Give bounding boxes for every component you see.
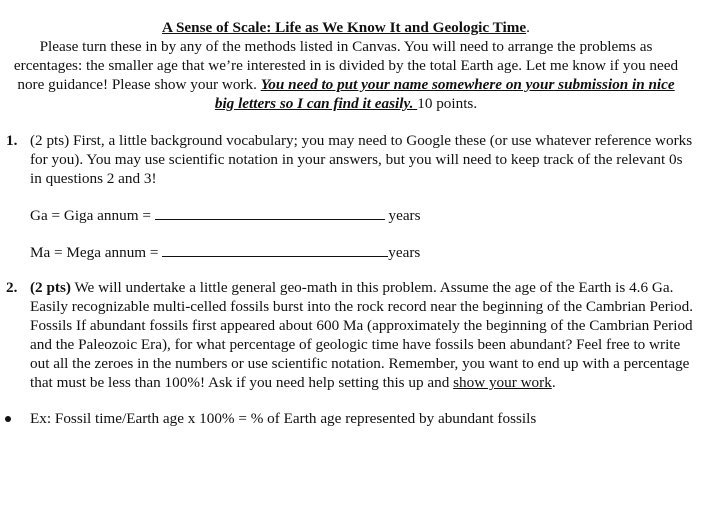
- intro-line-3-prefix: nore guidance! Please show your work.: [17, 76, 261, 93]
- intro-line-1: Please turn these in by any of the methods listed in Canvas. You will need to arrange the problems as: [39, 38, 653, 55]
- intro-line-2: ercentages: the smaller age that we’re interested in is divided by the total Earth age. Let me know if you need: [13, 57, 679, 74]
- question-2-number: 2.: [6, 279, 18, 296]
- question-1-text: (2 pts) First, a little background vocabulary; you may need to Google these (or use whatever reference works for you). You may use scientific notation in your answers, but you will need to keep track of the relevant 0s in questions 2 and 3!: [30, 132, 693, 187]
- question-2-text: [30, 278, 695, 392]
- ga-label: Ga = Giga annum =: [30, 207, 155, 224]
- points-total: 10 points.: [417, 95, 478, 112]
- show-your-work-text: show your work: [453, 374, 552, 391]
- ma-answer-blank[interactable]: [162, 242, 388, 257]
- question-2-body: We will undertake a little general geo-math in this problem. Assume the age of the Earth is 4.6 Ga. Easily recognizable multi-celled fossils burst into the rock record near the beginning of the Cambrian Period. Fossils If abundant fossils first appeared about 600 Ma (approximately the beginning of the Cambrian Period and the Paleozoic Era), for what percentage of geologic time have fossils been abundant? Feel free to write out all the zeroes in the numbers or use scientific notation. Remember, you want to end up with a percentage that must be less than 100%! Ask if you need help setting this up and: [30, 279, 693, 391]
- ma-unit: years: [388, 244, 421, 261]
- ga-definition-row: [30, 205, 421, 225]
- ga-answer-blank[interactable]: [155, 205, 385, 220]
- worksheet-header: [0, 18, 706, 113]
- question-2-points: (2 pts): [30, 279, 71, 296]
- title-line: [0, 18, 706, 37]
- ma-definition-row: [30, 242, 420, 262]
- example-text: Ex: Fossil time/Earth age x 100% = % of Earth age represented by abundant fossils: [30, 410, 537, 427]
- question-2-end: .: [551, 374, 556, 391]
- worksheet-title: A Sense of Scale: Life as We Know It and Geologic Time: [162, 19, 527, 36]
- ma-label: Ma = Mega annum =: [30, 244, 163, 261]
- ga-unit: years: [384, 207, 421, 224]
- intro-line-4: [0, 94, 706, 113]
- title-period: .: [526, 19, 530, 36]
- intro-line-3: [0, 75, 706, 94]
- name-requirement-part2: big letters so I can find it easily.: [214, 95, 418, 112]
- name-requirement-part1: You need to put your name somewhere on your submission in nice: [260, 76, 675, 93]
- question-1-number: 1.: [6, 132, 18, 149]
- bullet-dot-icon: [5, 416, 11, 422]
